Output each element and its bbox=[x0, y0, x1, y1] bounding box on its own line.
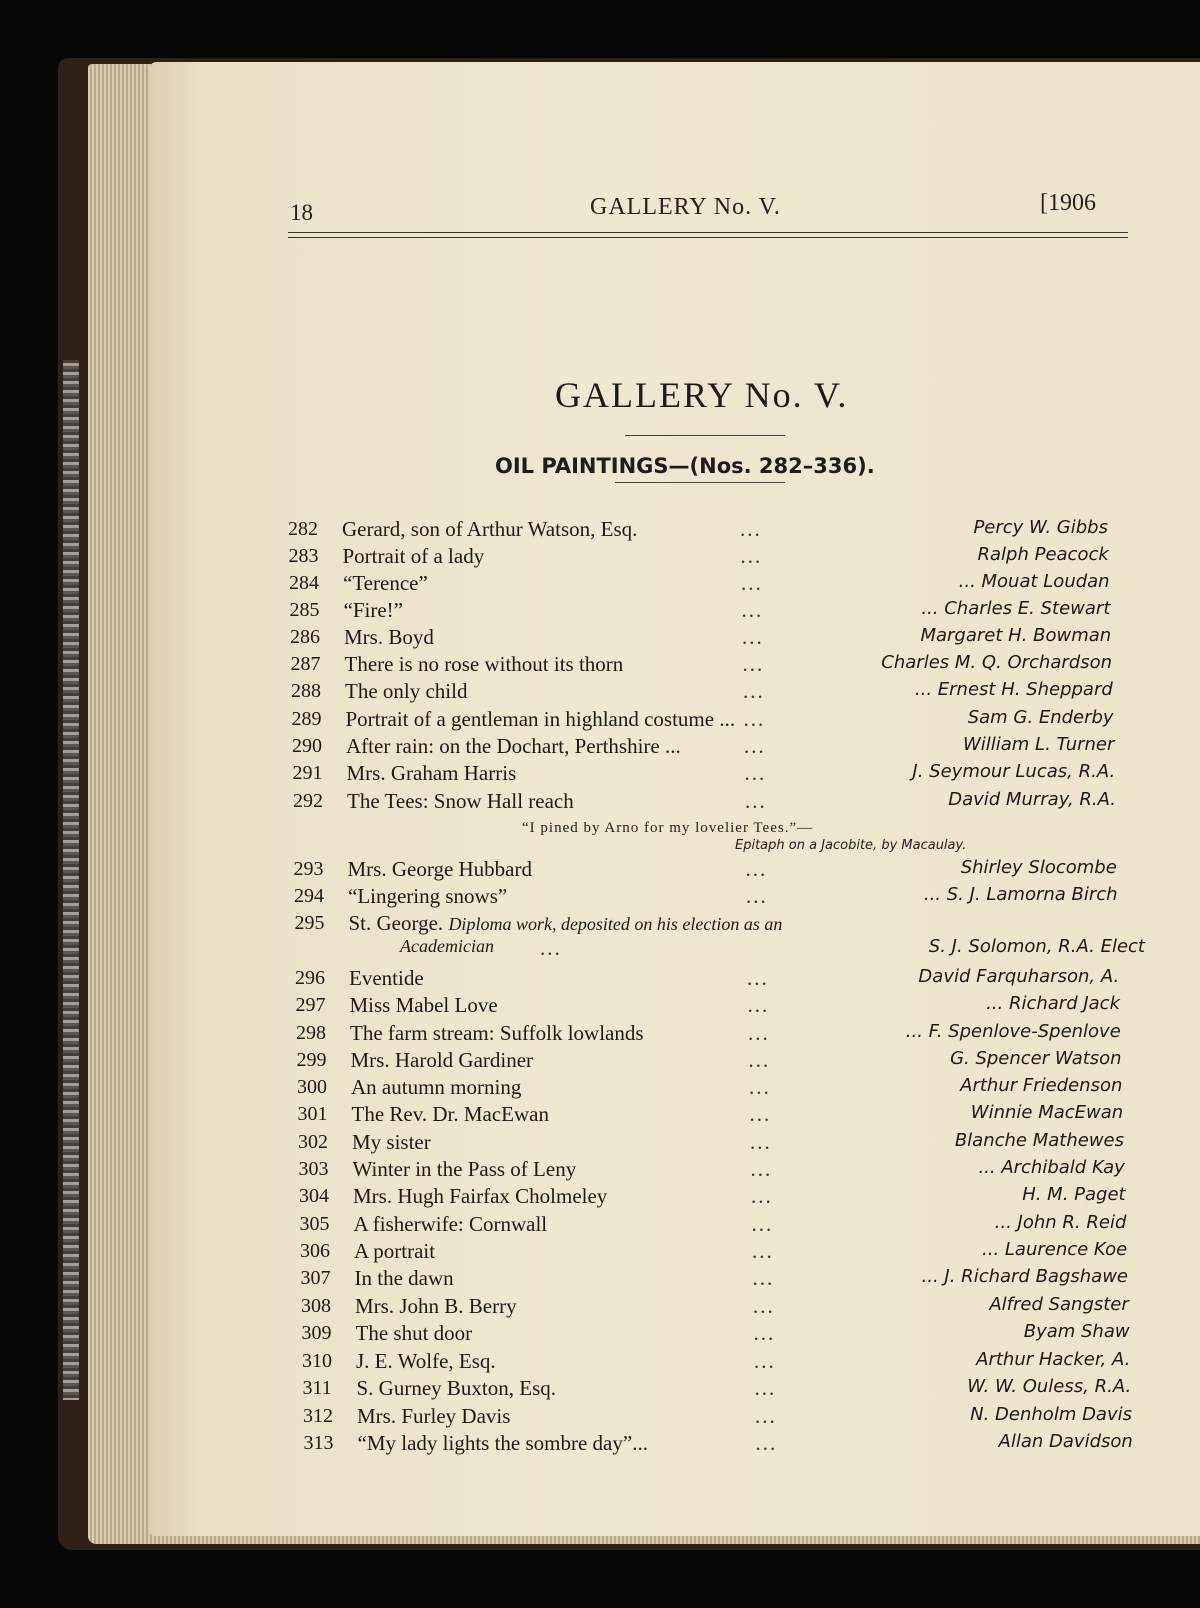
entry-title-text: An autumn morning bbox=[351, 1075, 522, 1099]
entry-artist: G. Spencer Watson bbox=[950, 1048, 1122, 1069]
leader-dots: ... bbox=[747, 966, 769, 990]
leader-dots: ... bbox=[755, 1404, 777, 1428]
entry-number: 286 bbox=[290, 626, 320, 648]
entry-title-text: S. Gurney Buxton, Esq. bbox=[356, 1376, 556, 1400]
entry-title bbox=[354, 1239, 435, 1264]
entry-artist: Byam Shaw bbox=[1023, 1321, 1130, 1342]
entry-title-text: “Lingering snows” bbox=[348, 884, 508, 908]
entry-row bbox=[294, 884, 1118, 910]
leader-dots: ... bbox=[752, 1239, 774, 1263]
entry-title-text: Mrs. George Hubbard bbox=[347, 857, 532, 881]
entry-title-text: The shut door bbox=[355, 1321, 473, 1345]
entry-artist: Margaret H. Bowman bbox=[920, 625, 1112, 646]
entry-note: Diploma work, deposited on his election as an bbox=[448, 914, 783, 934]
entry-artist: ... Archibald Kay bbox=[978, 1157, 1125, 1178]
entry-number: 287 bbox=[290, 653, 321, 675]
entry-number: 309 bbox=[301, 1322, 332, 1344]
entry-row bbox=[297, 1048, 1122, 1074]
section-heading: OIL PAINTINGS—(Nos. 282–336). bbox=[495, 454, 875, 478]
entry-title-text: The only child bbox=[345, 679, 468, 703]
leader-dots: ... bbox=[748, 1021, 770, 1045]
entry-artist: ... Laurence Koe bbox=[982, 1239, 1128, 1260]
entry-number: 298 bbox=[296, 1022, 326, 1044]
entry-title bbox=[350, 993, 498, 1018]
entry-artist: Allan Davidson bbox=[998, 1431, 1133, 1452]
entry-row bbox=[298, 1102, 1124, 1128]
header-rule bbox=[288, 232, 1128, 238]
entry-number: 312 bbox=[303, 1405, 333, 1427]
leader-dots: ... bbox=[744, 761, 767, 785]
leader-dots: ... bbox=[752, 1266, 775, 1290]
leader-dots: ... bbox=[746, 884, 768, 908]
entry-295-continuation bbox=[400, 936, 1145, 960]
entry-title bbox=[343, 544, 485, 569]
entry-row bbox=[297, 1075, 1122, 1101]
entry-title bbox=[351, 1048, 534, 1073]
entry-row bbox=[293, 761, 1116, 787]
entry-title-text: Mrs. Graham Harris bbox=[346, 761, 517, 785]
entry-artist: Percy W. Gibbs bbox=[973, 517, 1108, 538]
entry-title-text: Mrs. Furley Davis bbox=[357, 1404, 511, 1428]
entry-title-text: The farm stream: Suffolk lowlands bbox=[350, 1021, 644, 1045]
entry-title bbox=[349, 911, 783, 936]
entry-title-text: There is no rose without its thorn bbox=[344, 652, 624, 676]
entry-artist: ... Mouat Loudan bbox=[958, 571, 1110, 592]
leader-dots: ... bbox=[751, 1212, 774, 1236]
entry-title bbox=[355, 1266, 454, 1291]
entry-artist: Alfred Sangster bbox=[989, 1294, 1129, 1315]
leader-dots: ... bbox=[751, 1184, 773, 1208]
entry-artist: ... John R. Reid bbox=[994, 1212, 1127, 1233]
entry-title-text: A portrait bbox=[354, 1239, 436, 1263]
entry-row bbox=[301, 1266, 1129, 1292]
entry-title bbox=[343, 571, 428, 596]
entry-number: 307 bbox=[300, 1267, 331, 1289]
entry-title bbox=[345, 679, 467, 704]
entry-row bbox=[299, 1157, 1125, 1183]
entry-artist: Shirley Slocombe bbox=[960, 857, 1117, 878]
running-year: [1906 bbox=[1040, 190, 1096, 216]
leader-dots: ... bbox=[754, 1349, 776, 1373]
page-number: 18 bbox=[290, 200, 313, 225]
entry-title bbox=[357, 1376, 557, 1401]
entry-title-text: My sister bbox=[352, 1130, 431, 1154]
entry-title-text: Mrs. Harold Gardiner bbox=[350, 1048, 534, 1072]
entry-title bbox=[356, 1321, 473, 1346]
entry-number: 301 bbox=[297, 1103, 328, 1125]
entry-title bbox=[346, 734, 681, 759]
running-title: GALLERY No. V. bbox=[590, 194, 781, 220]
entry-artist: Charles M. Q. Orchardson bbox=[881, 652, 1112, 673]
entry-artist: H. M. Paget bbox=[1022, 1184, 1126, 1205]
entry-artist: Ralph Peacock bbox=[977, 544, 1109, 565]
entry-artist: Arthur Friedenson bbox=[960, 1075, 1123, 1096]
entry-row bbox=[292, 734, 1114, 760]
entry-number: 283 bbox=[288, 545, 319, 567]
entry-number: 293 bbox=[293, 858, 324, 880]
leader-dots: ... bbox=[745, 857, 768, 881]
entry-artist: David Murray, R.A. bbox=[948, 789, 1116, 810]
entry-title bbox=[353, 1184, 607, 1209]
leader-dots: ... bbox=[750, 1157, 773, 1181]
entry-title-text: Mrs. John B. Berry bbox=[355, 1294, 517, 1318]
leader-dots: ... bbox=[755, 1431, 778, 1455]
entry-title bbox=[358, 1431, 648, 1456]
entry-number: 305 bbox=[299, 1213, 330, 1235]
entry-title-text: In the dawn bbox=[354, 1266, 454, 1290]
entry-number: 296 bbox=[295, 967, 325, 989]
entry-number: 303 bbox=[298, 1158, 329, 1180]
entry-artist: William L. Turner bbox=[962, 734, 1115, 755]
entry-artist: ... Ernest H. Sheppard bbox=[914, 679, 1113, 700]
entry-title-text: The Tees: Snow Hall reach bbox=[347, 789, 574, 813]
entry-row bbox=[289, 571, 1110, 597]
leader-dots: ... bbox=[749, 1075, 771, 1099]
section-rule bbox=[615, 482, 785, 483]
entry-title bbox=[347, 761, 517, 786]
heading-rule bbox=[625, 435, 785, 436]
entry-title-text: “Terence” bbox=[343, 571, 428, 595]
entry-row bbox=[296, 1021, 1121, 1047]
leader-dots: ... bbox=[540, 936, 562, 960]
entry-row bbox=[293, 789, 1116, 815]
leader-dots: ... bbox=[750, 1130, 772, 1154]
entry-title-text: St. George. bbox=[348, 911, 444, 935]
entry-title-text: J. E. Wolfe, Esq. bbox=[356, 1349, 496, 1373]
entry-number: 289 bbox=[291, 708, 322, 730]
entry-artist: Sam G. Enderby bbox=[967, 707, 1114, 728]
leader-dots: ... bbox=[747, 993, 770, 1017]
entry-number: 284 bbox=[289, 572, 319, 594]
entry-title bbox=[345, 652, 624, 677]
entry-title bbox=[353, 1157, 577, 1182]
entry-row bbox=[303, 1376, 1132, 1402]
entry-artist: ... Richard Jack bbox=[986, 993, 1120, 1014]
leader-dots: ... bbox=[749, 1102, 772, 1126]
entry-title-text: “My lady lights the sombre day”... bbox=[357, 1431, 648, 1455]
entry-number: 299 bbox=[296, 1049, 327, 1071]
spine-binding bbox=[63, 360, 79, 1400]
entry-number: 300 bbox=[297, 1076, 327, 1098]
gallery-heading: GALLERY No. V. bbox=[555, 375, 849, 415]
entry-number: 304 bbox=[299, 1185, 329, 1207]
entry-title bbox=[354, 1212, 548, 1237]
entry-row bbox=[300, 1212, 1127, 1238]
entry-artist: S. J. Solomon, R.A. Elect bbox=[928, 936, 1145, 957]
entry-row bbox=[289, 544, 1109, 570]
leader-dots: ... bbox=[740, 544, 763, 568]
entry-number: 288 bbox=[291, 680, 321, 702]
leader-dots: ... bbox=[744, 734, 766, 758]
leader-dots: ... bbox=[748, 1048, 771, 1072]
leader-dots: ... bbox=[745, 789, 767, 813]
entry-artist: Winnie MacEwan bbox=[970, 1102, 1124, 1123]
entry-row bbox=[298, 1130, 1124, 1156]
leader-dots: ... bbox=[741, 571, 763, 595]
entry-title: Academician bbox=[400, 936, 494, 956]
entry-artist: ... S. J. Lamorna Birch bbox=[923, 884, 1118, 905]
leader-dots: ... bbox=[743, 679, 765, 703]
entry-title-text: Gerard, son of Arthur Watson, Esq. bbox=[342, 517, 638, 541]
entry-title-text: Mrs. Boyd bbox=[344, 625, 434, 649]
entry-number: 302 bbox=[298, 1131, 328, 1153]
entry-title-text: The Rev. Dr. MacEwan bbox=[351, 1102, 549, 1126]
leader-dots: ... bbox=[740, 517, 762, 541]
entry-number: 285 bbox=[289, 599, 320, 621]
entry-title bbox=[342, 517, 637, 542]
leader-dots: ... bbox=[753, 1294, 775, 1318]
entry-number: 290 bbox=[292, 735, 322, 757]
entry-title-text: A fisherwife: Cornwall bbox=[353, 1212, 548, 1236]
entry-title bbox=[356, 1349, 496, 1374]
entry-number: 310 bbox=[302, 1350, 332, 1372]
entry-row bbox=[288, 517, 1108, 543]
entry-number: 311 bbox=[302, 1377, 332, 1399]
entry-artist: David Farquharson, A. bbox=[918, 966, 1120, 987]
entry-row bbox=[299, 1184, 1126, 1210]
entry-title bbox=[346, 707, 736, 732]
entry-title bbox=[348, 884, 507, 909]
entry-row bbox=[292, 707, 1114, 733]
entry-row bbox=[294, 857, 1117, 883]
entry-title-text: Portrait of a lady bbox=[342, 544, 485, 568]
entry-title bbox=[344, 598, 403, 623]
catalogue-page bbox=[150, 62, 1200, 1536]
entry-row bbox=[296, 993, 1121, 1019]
entry-row bbox=[295, 966, 1119, 992]
entry-title-text: Portrait of a gentleman in highland costume ... bbox=[345, 707, 736, 731]
entry-title bbox=[357, 1404, 510, 1429]
entry-row bbox=[301, 1294, 1129, 1320]
entry-title bbox=[350, 1021, 644, 1046]
entry-title-text: Miss Mabel Love bbox=[349, 993, 498, 1017]
entry-number: 294 bbox=[294, 885, 324, 907]
entry-number: 292 bbox=[293, 790, 323, 812]
entry-artist: W. W. Ouless, R.A. bbox=[967, 1376, 1132, 1397]
leader-dots: ... bbox=[754, 1376, 777, 1400]
entry-row bbox=[302, 1349, 1130, 1375]
entry-title bbox=[344, 625, 434, 650]
leader-dots: ... bbox=[742, 625, 764, 649]
entry-artist: ... J. Richard Bagshawe bbox=[921, 1266, 1128, 1287]
entry-number: 313 bbox=[303, 1432, 334, 1454]
entry-artist: ... F. Spenlove-Spenlove bbox=[905, 1021, 1121, 1042]
entry-title-text: “Fire!” bbox=[343, 598, 403, 622]
entry-title bbox=[347, 789, 574, 814]
leader-dots: ... bbox=[753, 1321, 776, 1345]
entry-row bbox=[290, 598, 1111, 624]
entry-artist: J. Seymour Lucas, R.A. bbox=[912, 761, 1116, 782]
leader-dots: ... bbox=[742, 652, 765, 676]
entry-title-text: After rain: on the Dochart, Perthshire ... bbox=[346, 734, 681, 758]
epitaph-line: Epitaph on a Jacobite, by Macaulay. bbox=[735, 838, 967, 853]
entry-row bbox=[304, 1431, 1133, 1457]
quote-line: “I pined by Arno for my lovelier Tees.”— bbox=[522, 820, 814, 836]
leader-dots: ... bbox=[743, 707, 766, 731]
entry-row bbox=[303, 1404, 1132, 1430]
entry-title-text: Eventide bbox=[349, 966, 424, 990]
entry-artist: Arthur Hacker, A. bbox=[976, 1349, 1131, 1370]
entry-title bbox=[355, 1294, 517, 1319]
entry-title bbox=[352, 1102, 550, 1127]
entry-number: 308 bbox=[301, 1295, 331, 1317]
entry-artist: N. Denholm Davis bbox=[970, 1404, 1132, 1425]
entry-row bbox=[290, 625, 1111, 651]
entry-title-text: Winter in the Pass of Leny bbox=[352, 1157, 577, 1181]
entry-title bbox=[351, 1075, 521, 1100]
entry-row bbox=[291, 652, 1113, 678]
entry-title-text: Mrs. Hugh Fairfax Cholmeley bbox=[353, 1184, 608, 1208]
entry-artist: Blanche Mathewes bbox=[954, 1130, 1124, 1151]
entry-number: 282 bbox=[288, 518, 318, 540]
entry-row bbox=[302, 1321, 1130, 1347]
entry-row bbox=[291, 679, 1113, 705]
entry-title bbox=[352, 1130, 431, 1155]
entry-row bbox=[295, 911, 1119, 937]
entry-number: 306 bbox=[300, 1240, 330, 1262]
entry-title bbox=[349, 966, 424, 991]
entry-artist: ... Charles E. Stewart bbox=[921, 598, 1111, 619]
entry-row bbox=[300, 1239, 1127, 1265]
entry-number: 297 bbox=[295, 994, 326, 1016]
entry-number: 295 bbox=[294, 912, 325, 934]
leader-dots: ... bbox=[741, 598, 764, 622]
entry-number: 291 bbox=[292, 762, 323, 784]
entry-title bbox=[348, 857, 533, 882]
